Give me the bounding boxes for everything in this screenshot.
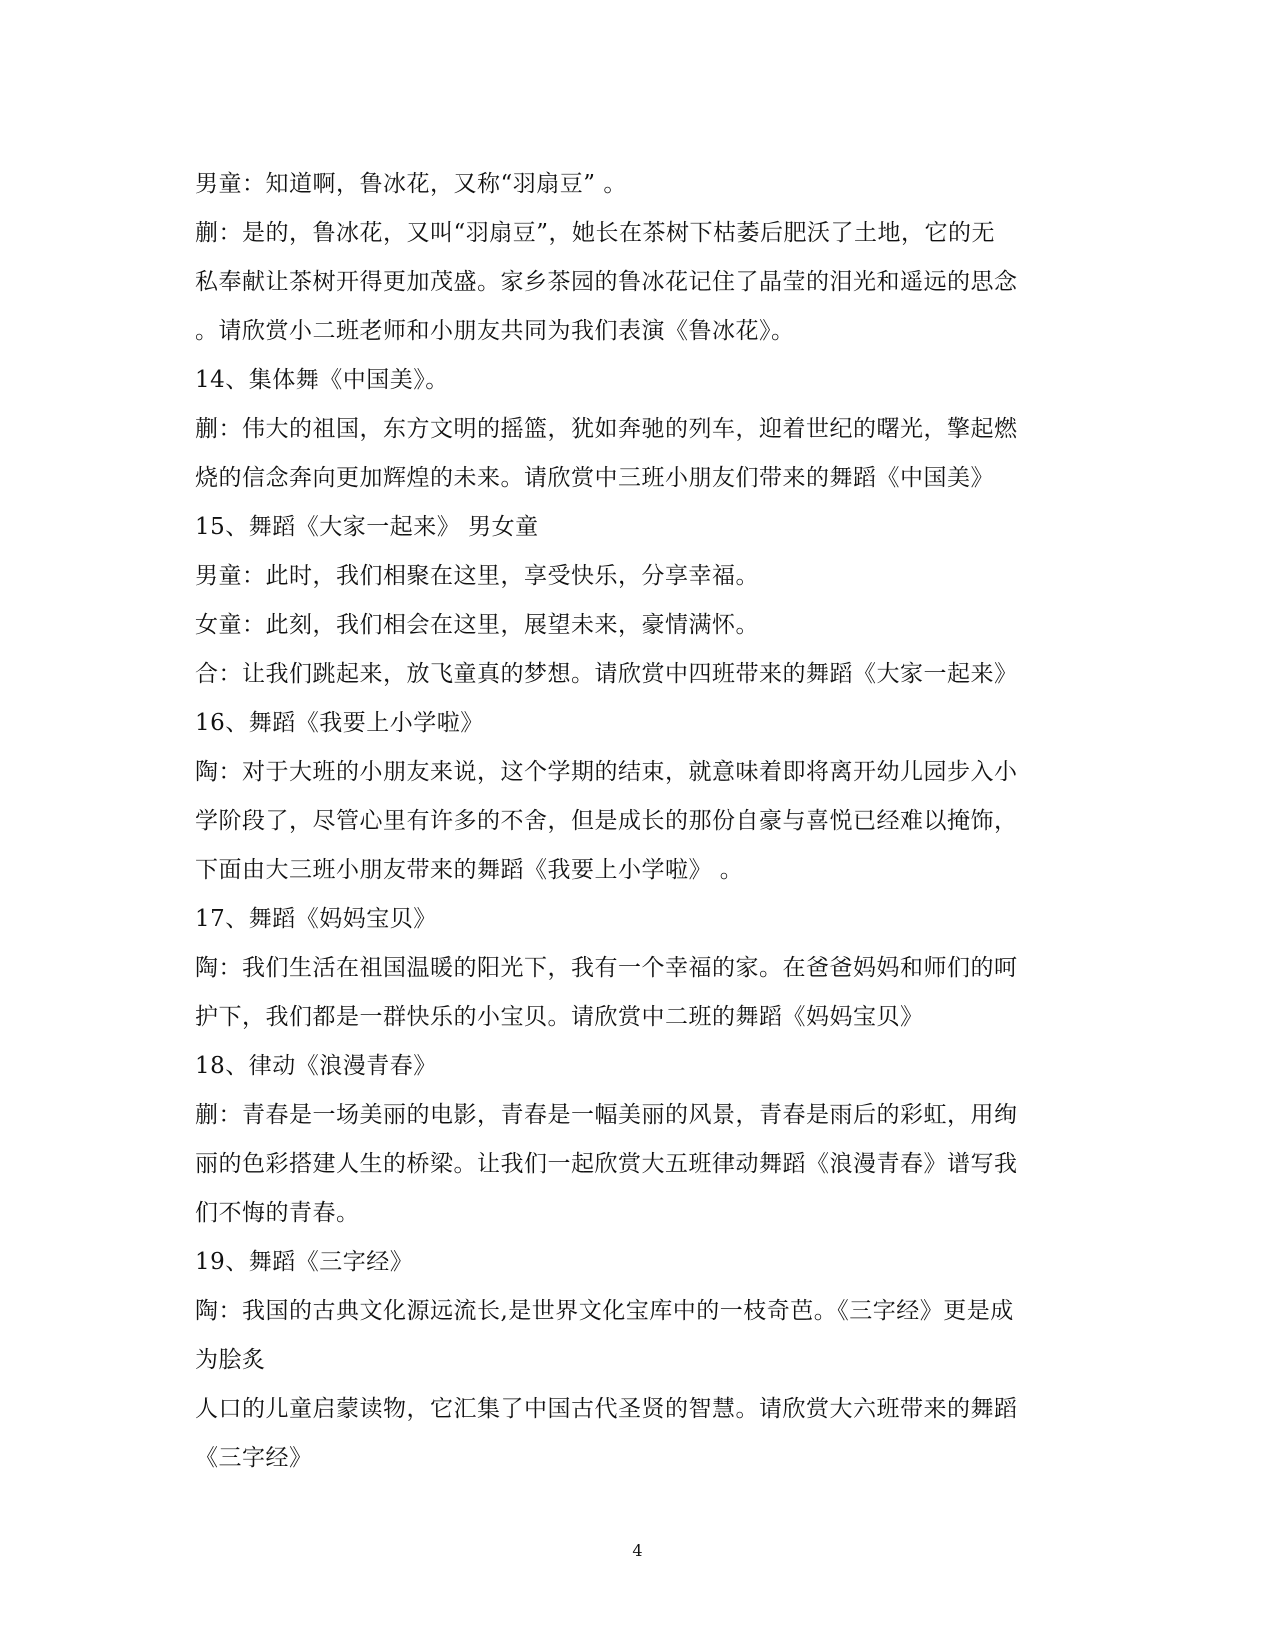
text-line: 为脍炙 [195, 1347, 266, 1373]
page-body [195, 160, 1095, 1483]
text-line: 陶：我国的古典文化源远流长,是世界文化宝库中的一枝奇芭。《三字经》更是成 [195, 1298, 1014, 1324]
text-line: 男童：此时，我们相聚在这里，享受快乐，分享幸福。 [195, 563, 759, 589]
text-line: 。请欣赏小二班老师和小朋友共同为我们表演《鲁冰花》。 [195, 318, 795, 344]
text-line: 合：让我们跳起来，放飞童真的梦想。请欣赏中四班带来的舞蹈《大家一起来》 [195, 661, 1018, 687]
text-line: 《三字经》 [195, 1445, 313, 1471]
text-line: 们不悔的青春。 [195, 1200, 360, 1226]
text-line: 陶：对于大班的小朋友来说，这个学期的结束，就意味着即将离开幼儿园步入小 [195, 759, 1018, 785]
page-number: 4 [632, 1541, 643, 1560]
text-line: 男童：知道啊，鲁冰花，又称“羽扇豆” 。 [195, 171, 627, 197]
text-line: 下面由大三班小朋友带来的舞蹈《我要上小学啦》 。 [195, 857, 744, 883]
text-line: 丽的色彩搭建人生的桥梁。让我们一起欣赏大五班律动舞蹈《浪漫青春》谱写我 [195, 1151, 1018, 1177]
section-heading: 14、集体舞《中国美》。 [195, 367, 449, 393]
section-heading: 19、舞蹈《三字经》 [195, 1249, 414, 1275]
text-line: 蒯：是的，鲁冰花，又叫“羽扇豆”，她长在茶树下枯萎后肥沃了土地，它的无 [195, 220, 996, 246]
section-heading: 15、舞蹈《大家一起来》 男女童 [195, 514, 539, 540]
text-line: 烧的信念奔向更加辉煌的未来。请欣赏中三班小朋友们带来的舞蹈《中国美》 [195, 465, 994, 491]
text-line: 蒯：伟大的祖国，东方文明的摇篮，犹如奔驰的列车，迎着世纪的曙光，擎起燃 [195, 416, 1018, 442]
section-heading: 18、律动《浪漫青春》 [195, 1053, 437, 1079]
text-line: 蒯：青春是一场美丽的电影，青春是一幅美丽的风景，青春是雨后的彩虹，用绚 [195, 1102, 1018, 1128]
text-line: 护下，我们都是一群快乐的小宝贝。请欣赏中二班的舞蹈《妈妈宝贝》 [195, 1004, 924, 1030]
section-heading: 16、舞蹈《我要上小学啦》 [195, 710, 484, 736]
text-line: 学阶段了，尽管心里有许多的不舍，但是成长的那份自豪与喜悦已经难以掩饰， [195, 808, 1018, 834]
text-line: 女童：此刻，我们相会在这里，展望未来，豪情满怀。 [195, 612, 759, 638]
text-line: 人口的儿童启蒙读物，它汇集了中国古代圣贤的智慧。请欣赏大六班带来的舞蹈 [195, 1396, 1018, 1422]
text-line: 陶：我们生活在祖国温暖的阳光下，我有一个幸福的家。在爸爸妈妈和师们的呵 [195, 955, 1018, 981]
section-heading: 17、舞蹈《妈妈宝贝》 [195, 906, 437, 932]
text-line: 私奉献让茶树开得更加茂盛。家乡茶园的鲁冰花记住了晶莹的泪光和遥远的思念 [195, 269, 1018, 295]
